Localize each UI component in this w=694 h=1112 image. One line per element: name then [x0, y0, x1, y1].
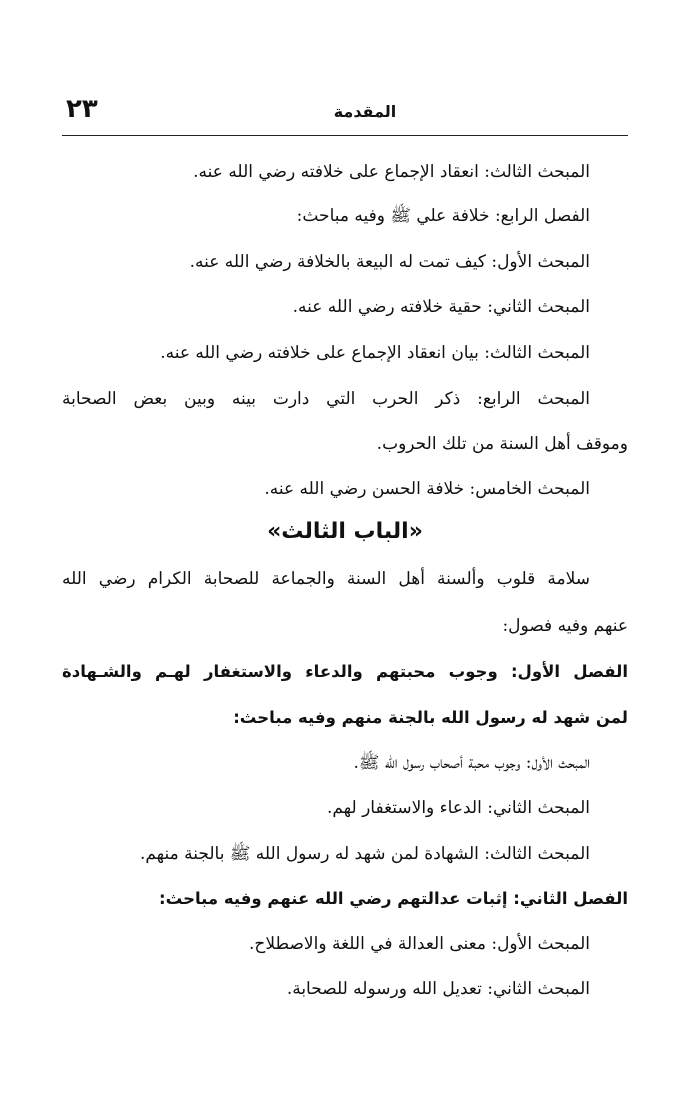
text-line: المبحث الرابع: ذكر الحرب التي دارت بينه وبين بعض الصحابة: [62, 389, 590, 409]
text-line: المبحث الأول: وجوب محبة أصحاب رسول الله ﷺ.: [353, 753, 590, 773]
text-line: المبحث الثاني: الدعاء والاستغفار لهم.: [326, 798, 590, 818]
text-line: سلامة قلوب وألسنة أهل السنة والجماعة للصحابة الكرام رضي الله: [62, 569, 590, 589]
section-heading: لمن شهد له رسول الله بالجنة منهم وفيه مباحث:: [233, 708, 628, 727]
section-heading: الفصل الأول: وجوب محبتهم والدعاء والاستغفار لهـم والشـهادة: [62, 662, 628, 681]
text-line: عنهم وفيه فصول:: [502, 616, 628, 636]
section-heading: الفصل الثاني: إثبات عدالتهم رضي الله عنهم وفيه مباحث:: [159, 889, 628, 908]
page-number: ٢٣: [66, 94, 98, 124]
document-body: [62, 0, 628, 1112]
text-line: المبحث الثالث: انعقاد الإجماع على خلافته رضي الله عنه.: [193, 162, 590, 182]
text-line: المبحث الثالث: بيان انعقاد الإجماع على خلافته رضي الله عنه.: [160, 343, 590, 363]
text-line: المبحث الأول: معنى العدالة في اللغة والاصطلاح.: [249, 934, 590, 954]
text-line: الفصل الرابع: خلافة علي ﷺ وفيه مباحث:: [296, 206, 590, 226]
text-line: المبحث الخامس: خلافة الحسن رضي الله عنه.: [264, 479, 590, 499]
text-line: المبحث الثالث: الشهادة لمن شهد له رسول الله ﷺ بالجنة منهم.: [139, 844, 590, 864]
text-line: المبحث الثاني: حقية خلافته رضي الله عنه.: [292, 297, 590, 317]
text-line: وموقف أهل السنة من تلك الحروب.: [376, 434, 628, 454]
running-title: المقدمة: [333, 102, 397, 121]
chapter-heading: «الباب الثالث»: [267, 519, 423, 544]
text-line: المبحث الأول: كيف تمت له البيعة بالخلافة رضي الله عنه.: [189, 252, 590, 272]
text-line: المبحث الثاني: تعديل الله ورسوله للصحابة.: [286, 979, 590, 999]
